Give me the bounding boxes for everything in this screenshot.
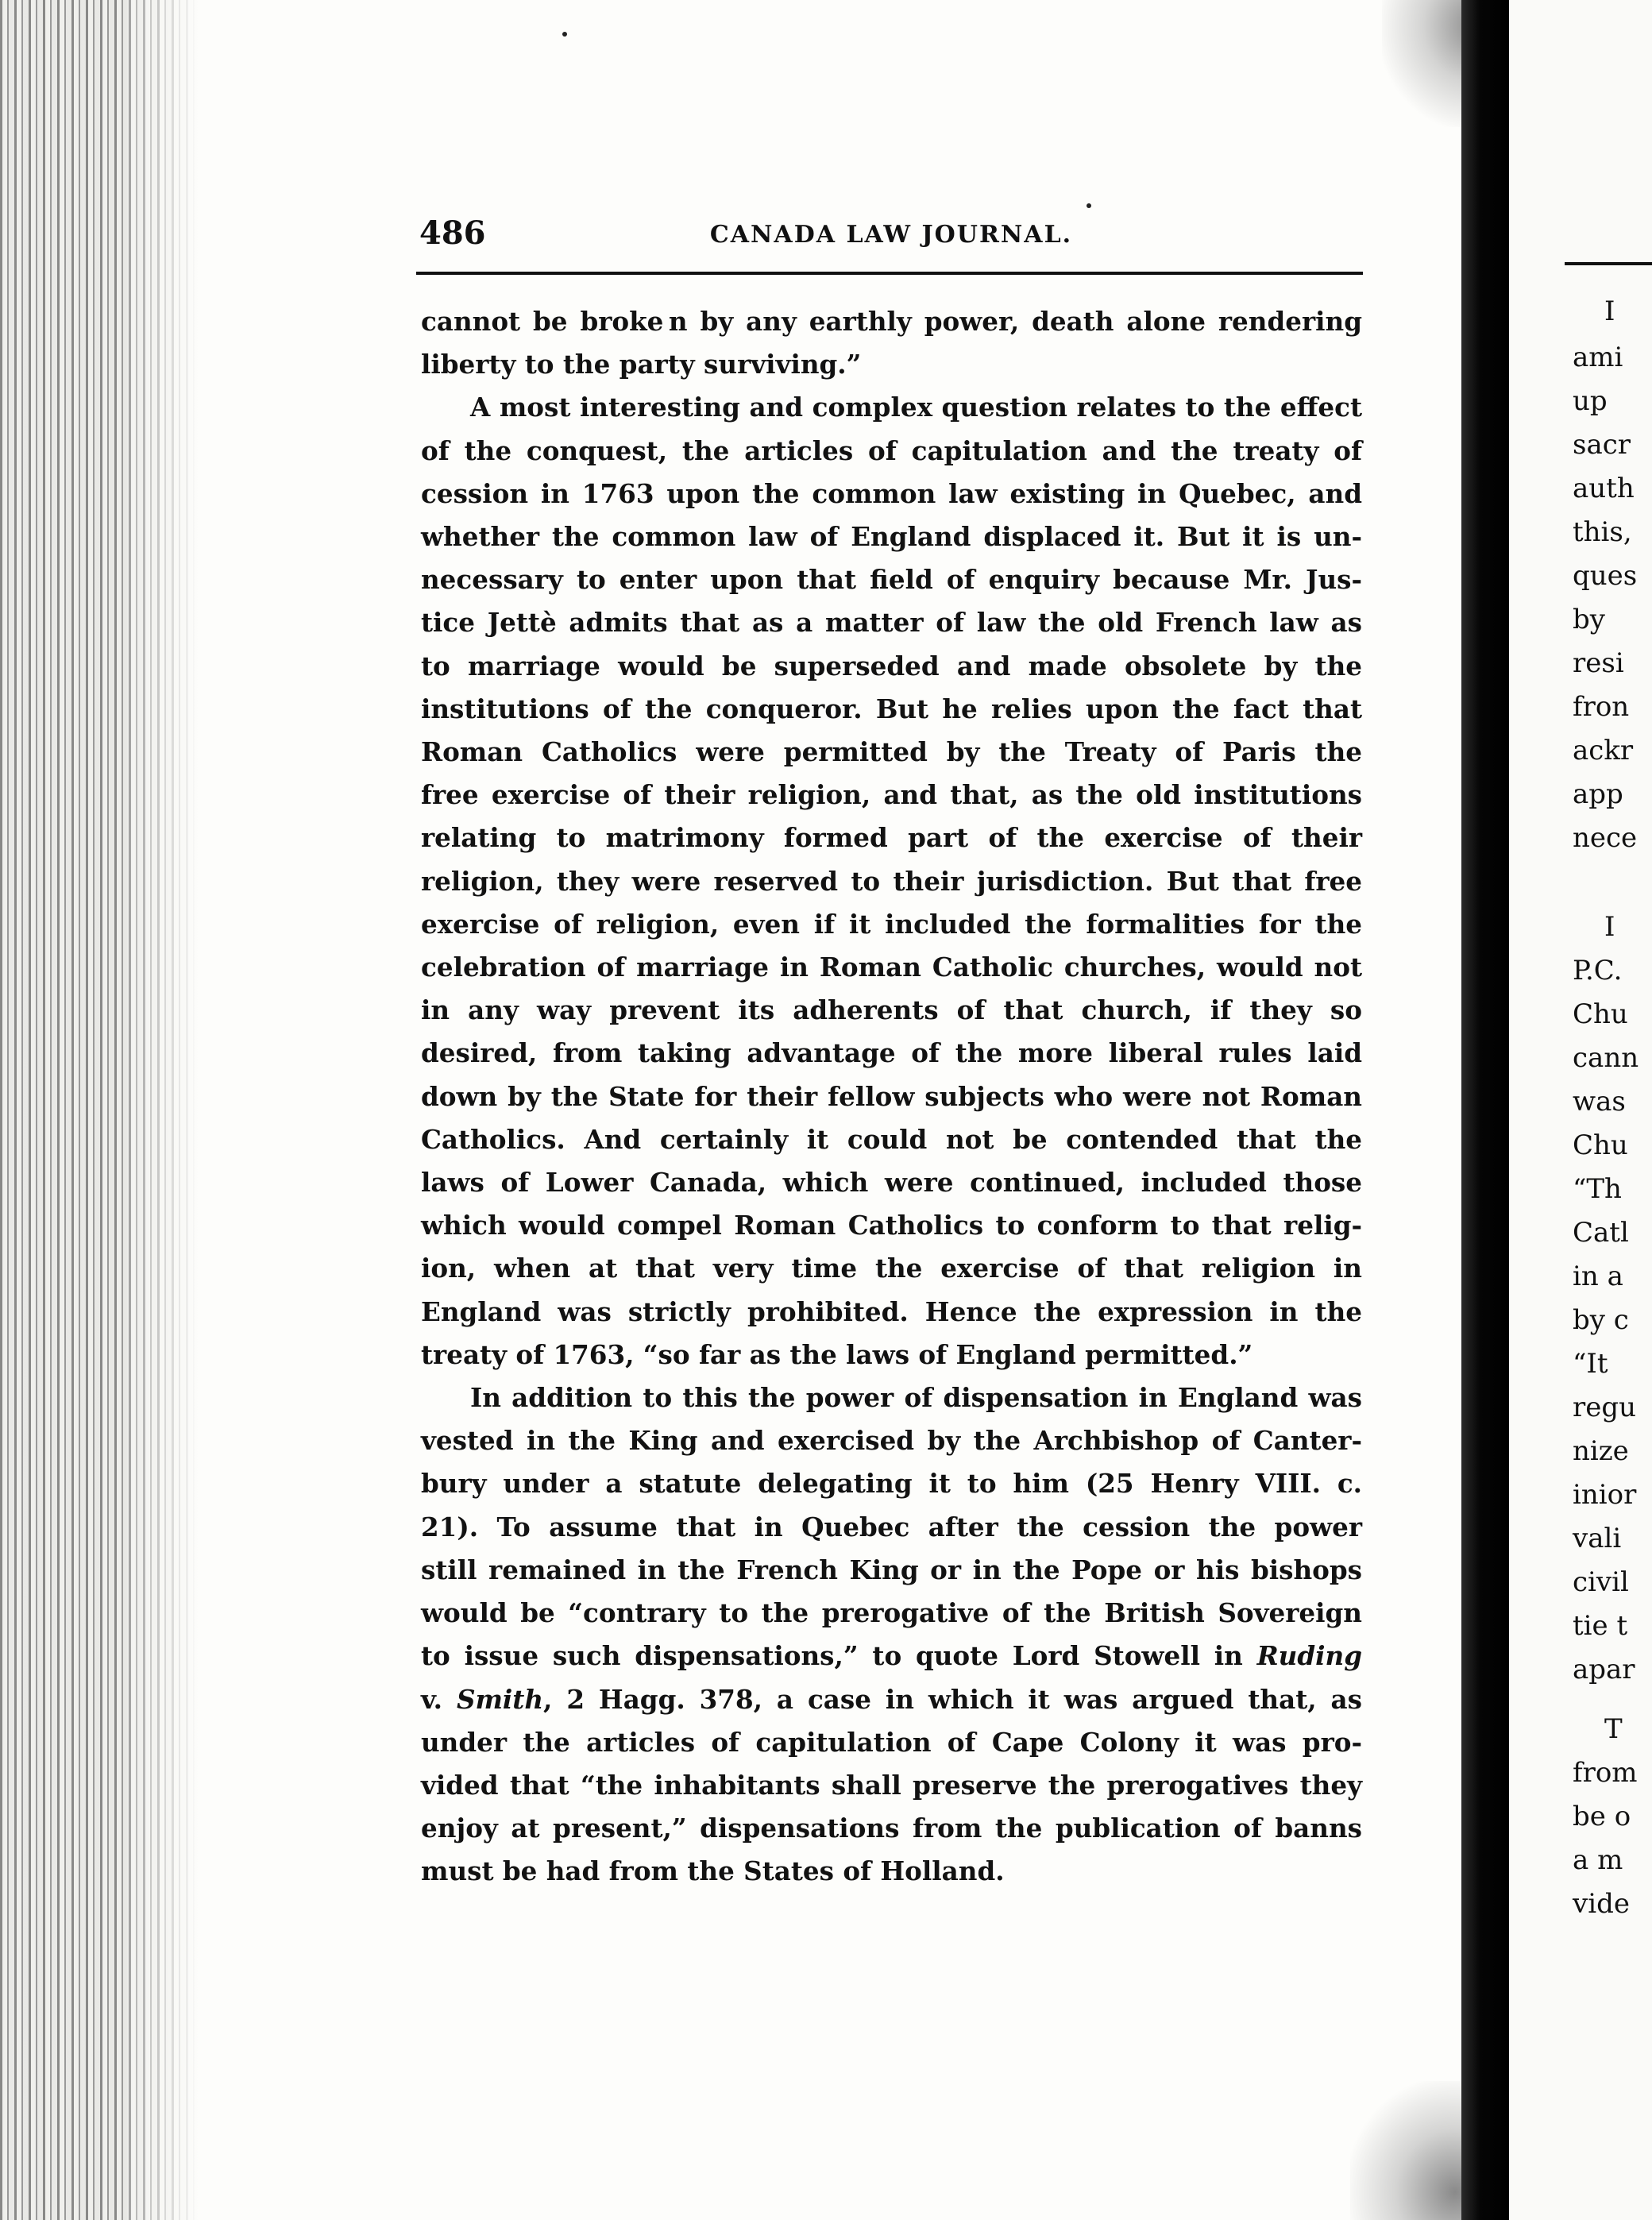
text-line: under the articles of capitulation of Cape Colony it was pro- [421, 1726, 1362, 1758]
text-line: exercise of religion, even if it included the formalities for the [421, 908, 1362, 940]
next-page-fragment: I [1604, 911, 1615, 943]
text-line: cannot be broke n by any earthly power, death alone rendering [421, 306, 1362, 337]
text-line: vided that “the inhabitants shall preserve the prerogatives they [421, 1769, 1362, 1801]
next-page-fragment: ami [1573, 342, 1623, 373]
next-page-fragment: P.C. [1573, 955, 1623, 986]
next-page-header-rule [1565, 262, 1652, 265]
text-line: which would compel Roman Catholics to conform to that relig- [421, 1210, 1362, 1241]
text-line: bury under a statute delegating it to him (25 Henry VIII. c. [421, 1468, 1362, 1500]
text-line: celebration of marriage in Roman Catholic churches, would not [421, 952, 1362, 983]
text-line: in any way prevent its adherents of that church, if they so [421, 994, 1362, 1026]
next-page-fragment: “It [1573, 1348, 1608, 1380]
text-line: necessary to enter upon that field of enquiry because Mr. Jus- [421, 564, 1362, 596]
next-page-fragment: a m [1573, 1844, 1623, 1876]
text-line: England was strictly prohibited. Hence the expression in the [421, 1295, 1362, 1327]
next-page-edge [1509, 0, 1652, 2220]
text-line: religion, they were reserved to their jurisdiction. But that free [421, 865, 1362, 897]
next-page-fragment: ques [1573, 560, 1638, 592]
text-line: institutions of the conqueror. But he relies upon the fact that [421, 693, 1362, 724]
text-line: tice Jettè admits that as a matter of law the old French law as [421, 607, 1362, 639]
next-page-fragment: Chu [1573, 1129, 1628, 1161]
text-line: treaty of 1763, “so far as the laws of England permitted.” [421, 1338, 1253, 1370]
header-rule [416, 272, 1363, 275]
case-name: Smith [456, 1683, 544, 1715]
next-page-fragment: nece [1573, 822, 1638, 854]
text-line: Roman Catholics were permitted by the Treaty of Paris the [421, 736, 1362, 768]
next-page-fragment: be o [1573, 1801, 1631, 1832]
next-page-fragment: civil [1573, 1566, 1629, 1598]
text-line: down by the State for their fellow subjects who were not Roman [421, 1080, 1362, 1112]
next-page-fragment: regu [1573, 1392, 1637, 1423]
text-line: must be had from the States of Holland. [421, 1855, 1005, 1887]
text-line: laws of Lower Canada, which were continued, included those [421, 1167, 1362, 1199]
next-page-fragment: I [1604, 295, 1615, 327]
next-page-fragment: sacr [1573, 429, 1631, 461]
next-page-fragment: ackr [1573, 735, 1634, 766]
next-page-fragment: Catl [1573, 1217, 1629, 1249]
text-line: ion, when at that very time the exercise of that religion in [421, 1253, 1362, 1284]
next-page-fragment: tie t [1573, 1610, 1628, 1642]
scan-speck [1087, 203, 1091, 208]
text-line: would be “contrary to the prerogative of the British Sovereign [421, 1597, 1362, 1629]
text-line: relating to matrimony formed part of the exercise of their [421, 822, 1362, 854]
next-page-fragment: nize [1573, 1435, 1629, 1467]
text-line: still remained in the French King or in the Pope or his bishops [421, 1554, 1362, 1585]
text-line: vested in the King and exercised by the Archbishop of Canter- [421, 1425, 1362, 1457]
next-page-fragment: by c [1573, 1304, 1629, 1336]
next-page-fragment: up [1573, 385, 1608, 417]
text-line: In addition to this the power of dispensation in England was [470, 1382, 1362, 1414]
text-line: Catholics. And certainly it could not be contended that the [421, 1123, 1362, 1155]
text-line: 21). To assume that in Quebec after the cession the power [421, 1511, 1362, 1542]
next-page-fragment: cann [1573, 1042, 1639, 1074]
case-name: Ruding [1256, 1640, 1362, 1672]
left-binding-gutter [0, 0, 199, 2220]
next-page-fragment: this, [1573, 516, 1632, 548]
text-line: whether the common law of England displaced it. But it is un- [421, 521, 1362, 553]
text-line: v. Smith, 2 Hagg. 378, a case in which it was argued that, as [421, 1683, 1362, 1715]
page-header [419, 214, 1363, 254]
next-page-fragment: by [1573, 604, 1605, 635]
text-line: of the conquest, the articles of capitulation and the treaty of [421, 434, 1362, 466]
next-page-fragment: vide [1573, 1888, 1630, 1920]
next-page-fragment: Chu [1573, 998, 1628, 1030]
next-page-fragment: app [1573, 778, 1623, 810]
text-line: A most interesting and complex question relates to the effect [470, 392, 1362, 423]
next-page-fragment: in a [1573, 1261, 1623, 1292]
text-line: to marriage would be superseded and made obsolete by the [421, 650, 1362, 681]
next-page-fragment: T [1604, 1713, 1623, 1745]
next-page-fragment: auth [1573, 473, 1635, 504]
next-page-fragment: “Th [1573, 1173, 1622, 1205]
text-line: enjoy at present,” dispensations from the publication of banns [421, 1813, 1362, 1844]
next-page-fragment: was [1573, 1086, 1626, 1118]
page-number: 486 [419, 214, 486, 252]
text-line: free exercise of their religion, and that, as the old institutions [421, 779, 1362, 811]
text-line: desired, from taking advantage of the more liberal rules laid [421, 1037, 1362, 1069]
next-page-fragment: resi [1573, 647, 1624, 679]
text-line: liberty to the party surviving.” [421, 349, 862, 380]
text-line: to issue such dispensations,” to quote Lord Stowell in Ruding [421, 1640, 1362, 1672]
next-page-fragment: vali [1573, 1523, 1622, 1554]
article-body [421, 300, 1362, 1894]
text-line: cession in 1763 upon the common law existing in Quebec, and [421, 477, 1362, 509]
next-page-fragment: fron [1573, 691, 1630, 723]
scan-speck [562, 32, 567, 37]
next-page-fragment: inior [1573, 1479, 1637, 1511]
book-spine [1461, 0, 1509, 2220]
next-page-fragment: apar [1573, 1654, 1635, 1685]
running-head: CANADA LAW JOURNAL. [709, 221, 1073, 249]
next-page-fragment: from [1573, 1757, 1638, 1789]
